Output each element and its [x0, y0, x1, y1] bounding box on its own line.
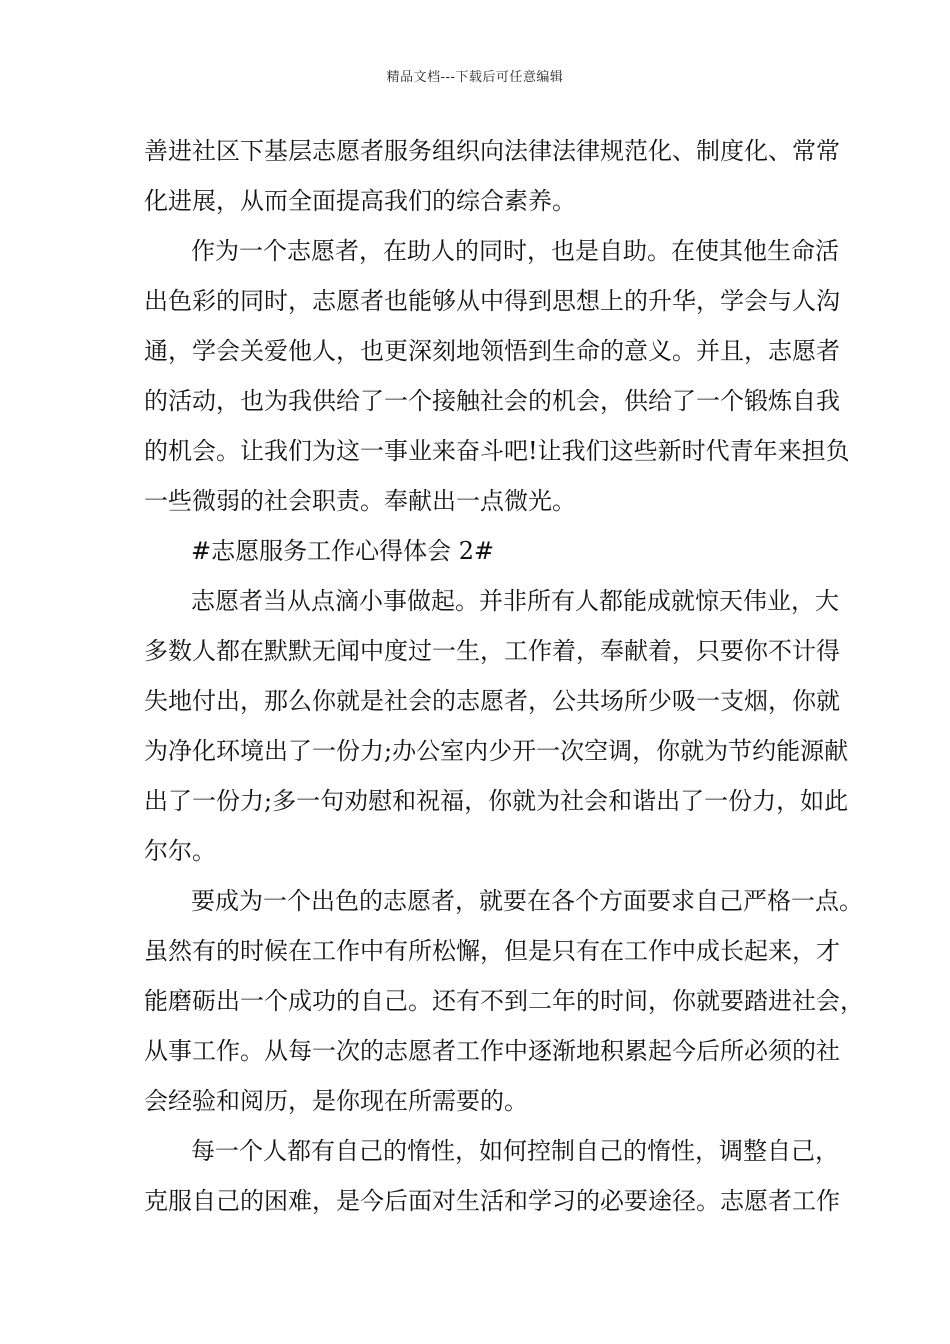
text-line: 通，学会关爱他人，也更深刻地领悟到生命的意义。并且，志愿者: [144, 337, 840, 365]
text-line: 化进展，从而全面提高我们的综合素养。: [144, 187, 576, 215]
page-header: 精品文档---下载后可任意编辑: [386, 70, 564, 85]
document-body: [144, 126, 864, 1226]
text-line: 多数人都在默默无闻中度过一生，工作着，奉献着，只要你不计得: [144, 637, 840, 665]
paragraph-start-line: 作为一个志愿者，在助人的同时，也是自助。在使其他生命活: [191, 237, 839, 265]
section-heading: #志愿服务工作心得体会 2#: [191, 537, 495, 565]
text-line: 为净化环境出了一份力;办公室内少开一次空调，你就为节约能源献: [144, 737, 849, 765]
text-line: 的活动，也为我供给了一个接触社会的机会，供给了一个锻炼自我: [144, 387, 840, 415]
text-line: 出色彩的同时，志愿者也能够从中得到思想上的升华，学会与人沟: [144, 287, 840, 315]
text-line: 虽然有的时候在工作中有所松懈，但是只有在工作中成长起来，才: [144, 937, 840, 965]
text-line: 从事工作。从每一次的志愿者工作中逐渐地积累起今后所必须的社: [144, 1037, 840, 1065]
paragraph-start-line: 志愿者当从点滴小事做起。并非所有人都能成就惊天伟业，大: [191, 587, 839, 615]
text-line: 一些微弱的社会职责。奉献出一点微光。: [144, 487, 576, 515]
text-line: 克服自己的困难，是今后面对生活和学习的必要途径。志愿者工作: [144, 1187, 840, 1215]
text-line: 善进社区下基层志愿者服务组织向法律法律规范化、制度化、常常: [144, 137, 840, 165]
text-line: 失地付出，那么你就是社会的志愿者，公共场所少吸一支烟，你就: [144, 687, 840, 715]
paragraph-start-line: 要成为一个出色的志愿者，就要在各个方面要求自己严格一点。: [191, 887, 863, 915]
text-line: 尔尔。: [144, 837, 216, 865]
paragraph-start-line: 每一个人都有自己的惰性，如何控制自己的惰性，调整自己，: [191, 1137, 839, 1165]
text-line: 出了一份力;多一句劝慰和祝福，你就为社会和谐出了一份力，如此: [144, 787, 849, 815]
text-line: 会经验和阅历，是你现在所需要的。: [144, 1087, 528, 1115]
text-line: 能磨砺出一个成功的自己。还有不到二年的时间，你就要踏进社会，: [144, 987, 864, 1015]
text-line: 的机会。让我们为这一事业来奋斗吧!让我们这些新时代青年来担负: [144, 437, 850, 465]
